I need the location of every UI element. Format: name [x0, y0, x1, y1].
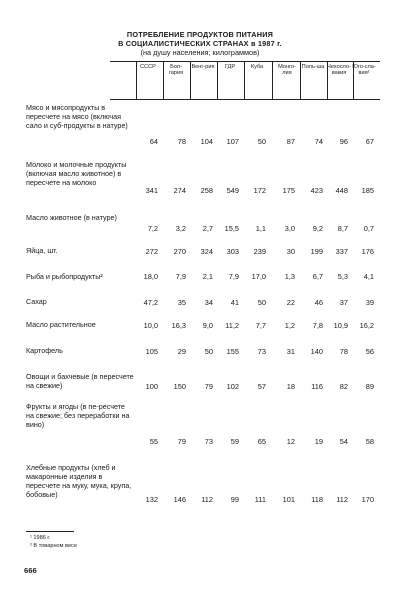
- table-cell: 46: [314, 298, 323, 307]
- column-header: ГДР: [224, 64, 236, 70]
- table-cell: 82: [339, 382, 348, 391]
- table-cell: 7,9: [228, 272, 239, 281]
- table-cell: 100: [145, 382, 158, 391]
- table-cell: 270: [173, 247, 186, 256]
- row-label: Яйца, шт.: [26, 246, 58, 255]
- table-cell: 17,0: [251, 272, 266, 281]
- table-title-line-2: В СОЦИАЛИСТИЧЕСКИХ СТРАНАХ в 1987 г.: [118, 39, 282, 48]
- table-cell: 57: [257, 382, 266, 391]
- table-cell: 47,2: [143, 298, 158, 307]
- table-cell: 16,2: [359, 321, 374, 330]
- table-cell: 170: [361, 495, 374, 504]
- table-cell: 341: [145, 186, 158, 195]
- footnote-1: ¹ 1986 г.: [30, 535, 51, 541]
- row-label: Масло животное (в натуре): [26, 213, 117, 222]
- row-label: Мясо и мясопродукты в пересчете на мясо (включая сало и суб-продукты в натуре): [26, 103, 128, 130]
- table-cell: 34: [204, 298, 213, 307]
- table-cell: 155: [226, 347, 239, 356]
- table-cell: 18: [286, 382, 295, 391]
- table-cell: 104: [200, 137, 213, 146]
- table-cell: 78: [177, 137, 186, 146]
- table-cell: 50: [257, 137, 266, 146]
- table-cell: 1,3: [284, 272, 295, 281]
- table-cell: 73: [257, 347, 266, 356]
- header-top-rule: [110, 61, 380, 62]
- table-cell: 65: [257, 437, 266, 446]
- table-cell: 1,2: [284, 321, 295, 330]
- table-cell: 112: [336, 495, 348, 504]
- table-cell: 89: [365, 382, 374, 391]
- table-cell: 272: [145, 247, 158, 256]
- table-cell: 105: [145, 347, 158, 356]
- table-cell: 118: [311, 495, 323, 504]
- table-cell: 56: [365, 347, 374, 356]
- row-label: Рыба и рыбопродукты²: [26, 272, 103, 281]
- table-cell: 41: [230, 298, 239, 307]
- column-header: Поль-ша: [301, 64, 325, 70]
- table-cell: 87: [286, 137, 295, 146]
- table-cell: 22: [286, 298, 295, 307]
- table-cell: 1,1: [255, 224, 266, 233]
- column-header: Чехосло-вакия: [327, 64, 351, 77]
- row-label: Овощи и бахчевые (в пересчете на свежие): [26, 372, 134, 390]
- table-cell: 18,0: [143, 272, 158, 281]
- table-cell: 79: [177, 437, 186, 446]
- table-title-block: [0, 30, 400, 57]
- table-cell: 101: [282, 495, 295, 504]
- table-cell: 9,2: [312, 224, 323, 233]
- table-cell: 303: [226, 247, 239, 256]
- table-cell: 111: [254, 495, 266, 504]
- table-cell: 35: [177, 298, 186, 307]
- table-cell: 3,0: [284, 224, 295, 233]
- table-cell: 7,9: [175, 272, 186, 281]
- table-cell: 4,1: [363, 272, 374, 281]
- table-cell: 58: [365, 437, 374, 446]
- table-cell: 176: [361, 247, 374, 256]
- table-subtitle: (на душу населения; килограммов): [140, 48, 260, 57]
- table-cell: 10,0: [143, 321, 158, 330]
- table-cell: 423: [310, 186, 323, 195]
- column-header: Куба: [250, 64, 264, 70]
- table-cell: 146: [173, 495, 186, 504]
- table-cell: 19: [314, 437, 323, 446]
- table-cell: 175: [282, 186, 295, 195]
- table-cell: 2,7: [202, 224, 213, 233]
- table-cell: 15,5: [224, 224, 239, 233]
- column-separator: [272, 61, 273, 99]
- table-cell: 31: [286, 347, 295, 356]
- table-cell: 0,7: [363, 224, 374, 233]
- table-cell: 54: [339, 437, 348, 446]
- page-number: 666: [24, 566, 37, 575]
- table-cell: 6,7: [312, 272, 323, 281]
- column-header: Монго-лия: [278, 64, 296, 77]
- table-cell: 3,2: [175, 224, 186, 233]
- column-header: Венг-рия: [191, 64, 215, 70]
- table-cell: 96: [339, 137, 348, 146]
- table-cell: 37: [339, 298, 348, 307]
- row-label: Молоко и молочные продукты (включая масло животное) в пересчете на молоко: [26, 160, 127, 187]
- table-cell: 67: [365, 137, 374, 146]
- footnote-2: ² В товарном весе: [30, 543, 77, 549]
- table-cell: 74: [314, 137, 323, 146]
- row-label: Сахар: [26, 297, 47, 306]
- table-cell: 29: [177, 347, 186, 356]
- table-cell: 55: [149, 437, 158, 446]
- table-cell: 7,8: [312, 321, 323, 330]
- column-header: Бол-гария: [168, 64, 184, 77]
- table-cell: 132: [145, 495, 158, 504]
- footnote-divider: [26, 531, 74, 532]
- table-cell: 2,1: [202, 272, 213, 281]
- table-cell: 116: [311, 382, 323, 391]
- table-cell: 79: [204, 382, 213, 391]
- table-cell: 10,9: [333, 321, 348, 330]
- table-cell: 39: [365, 298, 374, 307]
- row-label: Хлебные продукты (хлеб и макаронные изделия в пересчете на муку, мука, крупа, бобовые): [26, 463, 132, 499]
- table-cell: 12: [286, 437, 295, 446]
- table-cell: 258: [200, 186, 213, 195]
- row-label: Фрукты и ягоды (в пе-ресчете на свежие; без переработки на вино): [26, 402, 130, 429]
- row-label: Картофель: [26, 346, 63, 355]
- table-cell: 140: [310, 347, 323, 356]
- table-cell: 199: [310, 247, 323, 256]
- column-header: СССР: [140, 64, 156, 70]
- table-cell: 9,0: [202, 321, 213, 330]
- table-cell: 11,2: [225, 321, 239, 330]
- table-cell: 185: [361, 186, 374, 195]
- table-cell: 99: [230, 495, 239, 504]
- table-cell: 102: [226, 382, 239, 391]
- table-cell: 7,2: [147, 224, 158, 233]
- table-cell: 239: [253, 247, 266, 256]
- table-cell: 78: [339, 347, 348, 356]
- table-cell: 172: [253, 186, 266, 195]
- table-cell: 324: [200, 247, 213, 256]
- table-cell: 30: [286, 247, 295, 256]
- row-label: Масло растительное: [26, 320, 96, 329]
- table-cell: 73: [204, 437, 213, 446]
- table-cell: 59: [230, 437, 239, 446]
- header-bottom-rule: [110, 99, 380, 100]
- table-cell: 7,7: [255, 321, 266, 330]
- table-cell: 5,3: [337, 272, 348, 281]
- table-cell: 64: [149, 137, 158, 146]
- table-title-line-1: ПОТРЕБЛЕНИЕ ПРОДУКТОВ ПИТАНИЯ: [126, 30, 274, 39]
- table-cell: 150: [173, 382, 186, 391]
- table-cell: 274: [173, 186, 186, 195]
- table-cell: 337: [335, 247, 348, 256]
- table-cell: 50: [204, 347, 213, 356]
- table-cell: 448: [335, 186, 348, 195]
- table-cell: 16,3: [171, 321, 186, 330]
- column-header: Юго-сла-вия¹: [352, 64, 376, 77]
- table-cell: 549: [226, 186, 239, 195]
- table-cell: 8,7: [337, 224, 348, 233]
- table-cell: 50: [257, 298, 266, 307]
- table-cell: 112: [201, 495, 213, 504]
- table-cell: 107: [226, 137, 239, 146]
